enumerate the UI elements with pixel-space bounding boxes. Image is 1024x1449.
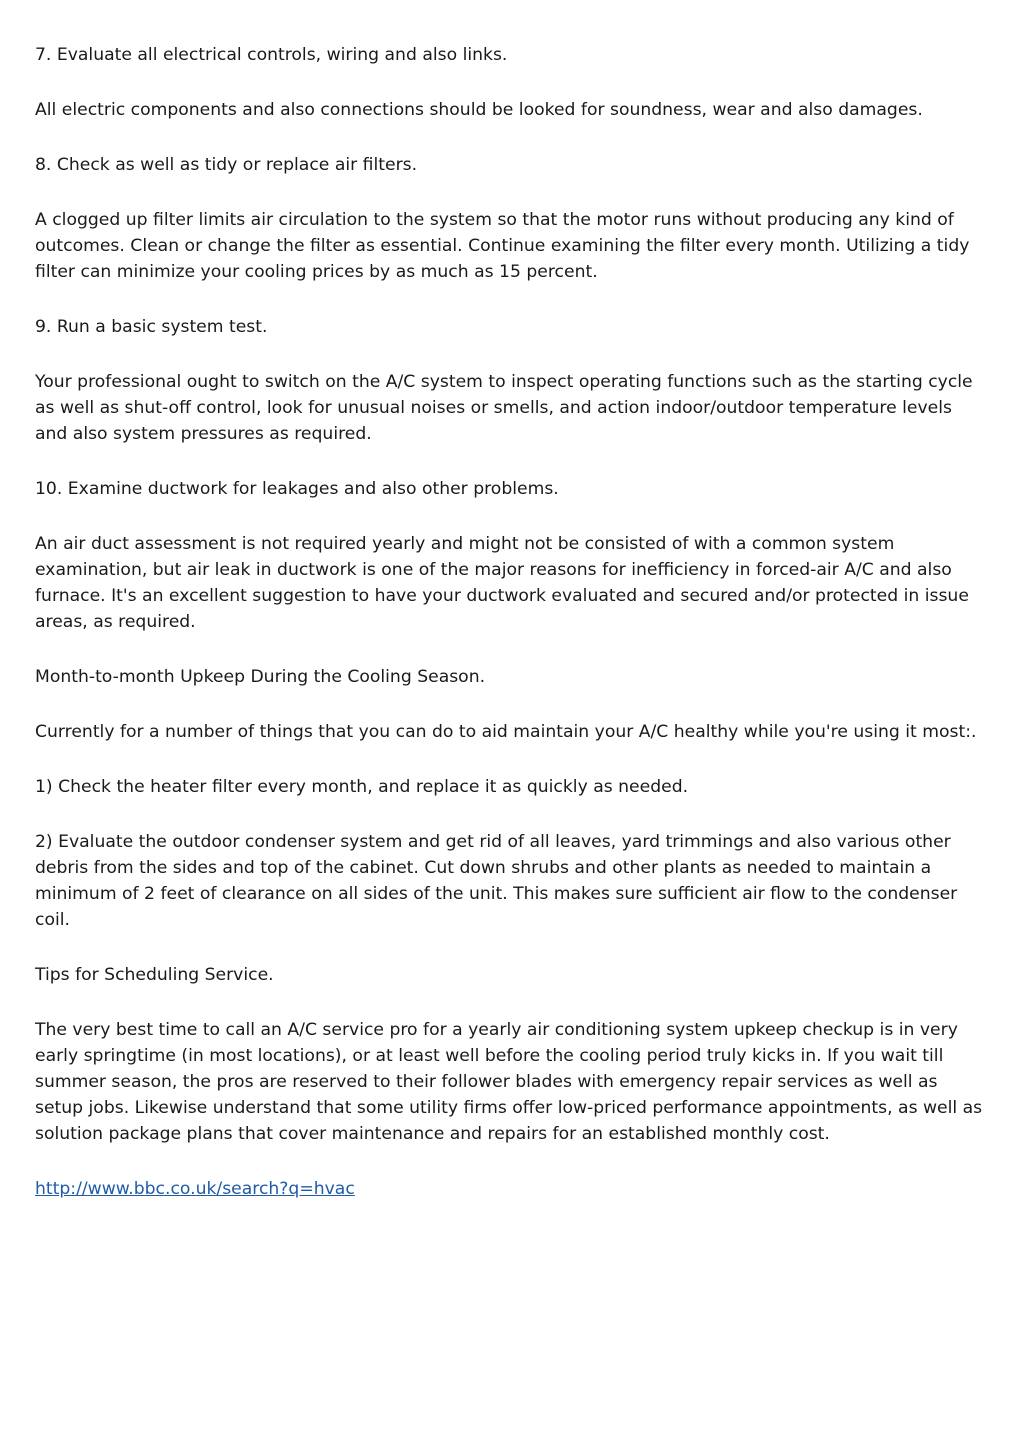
monthly-tip-2: 2) Evaluate the outdoor condenser system and get rid of all leaves, yard trimmings and also various other debris from the sides and top of the cabinet. Cut down shrubs and other plants as needed to maintain a minimum of 2 feet of clearance on all sides of the unit. This makes sure sufficient air flow to the condenser coil.	[35, 832, 958, 930]
step-10-paragraph: An air duct assessment is not required yearly and might not be consisted of with a common system examination, but air leak in ductwork is one of the major reasons for inefficiency in forced-air A/C and also furnace. It's an excellent suggestion to have your ductwork evaluated and secured and/or protected in issue areas, as required.	[35, 534, 969, 632]
monthly-upkeep-heading: Month-to-month Upkeep During the Cooling Season.	[35, 667, 486, 687]
step-7-paragraph: All electric components and also connections should be looked for soundness, wear and also damages.	[35, 100, 923, 120]
step-8-heading: 8. Check as well as tidy or replace air filters.	[35, 155, 418, 175]
scheduling-heading: Tips for Scheduling Service.	[35, 965, 274, 985]
bbc-search-link[interactable]: http://www.bbc.co.uk/search?q=hvac	[35, 1179, 355, 1199]
step-8-paragraph: A clogged up filter limits air circulation to the system so that the motor runs without producing any kind of outcomes. Clean or change the filter as essential. Continue examining the filter every month. Utilizing a tidy filter can minimize your cooling prices by as much as 15 percent.	[35, 210, 970, 282]
step-9-heading: 9. Run a basic system test.	[35, 317, 268, 337]
monthly-tip-1: 1) Check the heater filter every month, and replace it as quickly as needed.	[35, 777, 689, 797]
document-body	[35, 42, 985, 1231]
step-7-heading: 7. Evaluate all electrical controls, wiring and also links.	[35, 45, 508, 65]
step-10-heading: 10. Examine ductwork for leakages and also other problems.	[35, 479, 559, 499]
step-9-paragraph: Your professional ought to switch on the A/C system to inspect operating functions such as the starting cycle as well as shut-off control, look for unusual noises or smells, and action indoor/outdoor temperature levels and also system pressures as required.	[35, 372, 973, 444]
monthly-upkeep-intro: Currently for a number of things that you can do to aid maintain your A/C healthy while you're using it most:.	[35, 722, 977, 742]
scheduling-paragraph: The very best time to call an A/C service pro for a yearly air conditioning system upkeep checkup is in very early springtime (in most locations), or at least well before the cooling period truly kicks in. If you wait till summer season, the pros are reserved to their follower blades with emergency repair services as well as setup jobs. Likewise understand that some utility firms offer low-priced performance appointments, as well as solution package plans that cover maintenance and repairs for an established monthly cost.	[35, 1020, 983, 1144]
link-paragraph	[35, 1176, 985, 1202]
